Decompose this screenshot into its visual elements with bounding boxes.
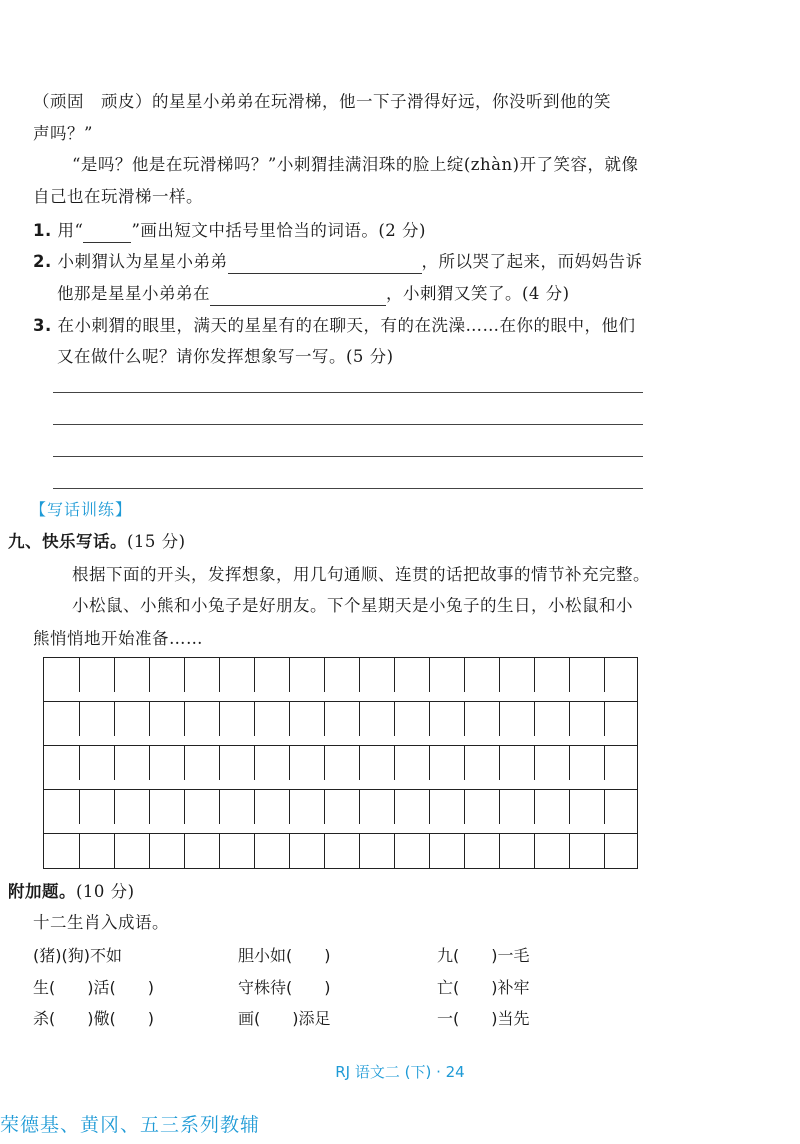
grid-cell-divider xyxy=(254,658,255,692)
grid-cell-divider xyxy=(149,834,150,868)
grid-cell-divider xyxy=(394,702,395,736)
grid-cell-divider xyxy=(569,790,570,824)
grid-cell-divider xyxy=(569,658,570,692)
grid-cell-divider xyxy=(324,834,325,868)
grid-cell-divider xyxy=(569,834,570,868)
idiom[interactable]: 亡( )补牢 xyxy=(437,978,530,997)
grid-cell-divider xyxy=(184,702,185,736)
grid-cell-divider xyxy=(604,658,605,692)
story-start-line-1: 小松鼠、小熊和小兔子是好朋友。下个星期天是小兔子的生日，小松鼠和小 xyxy=(72,596,633,615)
grid-cell-divider xyxy=(254,834,255,868)
idiom[interactable]: 胆小如( ) xyxy=(238,946,331,965)
grid-cell-divider xyxy=(149,658,150,692)
grid-cell-divider xyxy=(149,702,150,736)
answer-blank[interactable] xyxy=(210,287,386,306)
grid-row[interactable] xyxy=(43,833,638,869)
writing-grid[interactable] xyxy=(43,657,638,869)
grid-cell-divider xyxy=(534,746,535,780)
bonus-instruction: 十二生肖入成语。 xyxy=(33,913,169,932)
question-number: 3. xyxy=(33,316,52,335)
grid-cell-divider xyxy=(149,746,150,780)
answer-line[interactable] xyxy=(53,392,643,393)
grid-row-gap xyxy=(43,692,638,701)
grid-cell-divider xyxy=(534,658,535,692)
question-text: 他那是星星小弟弟在 xyxy=(57,284,210,303)
grid-cell-divider xyxy=(394,658,395,692)
story-start-line-2: 熊悄悄地开始准备…… xyxy=(33,629,203,648)
grid-cell-divider xyxy=(464,746,465,780)
question-text: 用“ xyxy=(57,221,84,240)
grid-cell-divider xyxy=(359,658,360,692)
grid-cell-divider xyxy=(79,834,80,868)
grid-cell-divider xyxy=(604,746,605,780)
question-1 xyxy=(33,219,426,243)
writing-heading xyxy=(8,530,186,554)
idiom[interactable]: 守株待( ) xyxy=(238,978,331,997)
grid-cell-divider xyxy=(429,834,430,868)
grid-cell-divider xyxy=(254,790,255,824)
grid-cell-divider xyxy=(464,702,465,736)
question-text: ”画出短文中括号里恰当的词语。(2 分) xyxy=(131,221,426,240)
grid-cell-divider xyxy=(254,746,255,780)
idiom[interactable]: 画( )添足 xyxy=(238,1009,331,1028)
grid-cell-divider xyxy=(114,834,115,868)
question-text: ，小刺猬又笑了。(4 分) xyxy=(386,284,570,303)
bonus-heading xyxy=(8,880,135,904)
grid-cell-divider xyxy=(534,702,535,736)
grid-cell-divider xyxy=(464,834,465,868)
page-number-label: RJ 语文二 (下) · 24 xyxy=(335,1063,465,1081)
grid-cell-divider xyxy=(219,658,220,692)
grid-cell-divider xyxy=(604,834,605,868)
question-3-cont: 又在做什么呢？请你发挥想象写一写。(5 分) xyxy=(57,347,394,366)
question-2 xyxy=(33,250,643,274)
grid-cell-divider xyxy=(499,658,500,692)
grid-cell-divider xyxy=(324,746,325,780)
grid-cell-divider xyxy=(79,702,80,736)
answer-line[interactable] xyxy=(53,456,643,457)
grid-cell-divider xyxy=(464,658,465,692)
grid-row[interactable] xyxy=(43,745,638,780)
writing-score: (15 分) xyxy=(127,532,186,551)
grid-cell-divider xyxy=(499,746,500,780)
idiom[interactable]: 生( )活( ) xyxy=(33,978,154,997)
grid-cell-divider xyxy=(359,834,360,868)
grid-cell-divider xyxy=(79,658,80,692)
grid-cell-divider xyxy=(219,790,220,824)
grid-cell-divider xyxy=(359,746,360,780)
passage-line-1: （顽固 顽皮）的星星小弟弟在玩滑梯，他一下子滑得好远，你没听到他的笑 xyxy=(33,92,611,111)
grid-row[interactable] xyxy=(43,789,638,824)
grid-cell-divider xyxy=(254,702,255,736)
grid-cell-divider xyxy=(184,834,185,868)
grid-cell-divider xyxy=(289,658,290,692)
grid-cell-divider xyxy=(569,746,570,780)
grid-row-gap xyxy=(43,824,638,833)
answer-line[interactable] xyxy=(53,424,643,425)
idiom[interactable]: 九( )一毛 xyxy=(437,946,530,965)
grid-cell-divider xyxy=(604,790,605,824)
question-number: 2. xyxy=(33,252,52,271)
grid-cell-divider xyxy=(79,746,80,780)
grid-cell-divider xyxy=(429,658,430,692)
underline-sample xyxy=(83,224,131,243)
grid-row[interactable] xyxy=(43,657,638,692)
idiom: (猪)(狗)不如 xyxy=(33,946,122,965)
brand-banner: 荣德基、黄冈、五三系列教辅 xyxy=(0,1114,261,1136)
question-number: 1. xyxy=(33,221,52,240)
answer-line[interactable] xyxy=(53,488,643,489)
grid-cell-divider xyxy=(289,702,290,736)
grid-cell-divider xyxy=(534,834,535,868)
grid-cell-divider xyxy=(324,790,325,824)
question-3 xyxy=(33,314,636,338)
question-text: 在小刺猬的眼里，满天的星星有的在聊天，有的在洗澡……在你的眼中，他们 xyxy=(57,316,636,335)
grid-cell-divider xyxy=(359,702,360,736)
grid-row-gap xyxy=(43,780,638,789)
passage-line-4: 自己也在玩滑梯一样。 xyxy=(33,187,203,206)
writing-instruction: 根据下面的开头，发挥想象，用几句通顺、连贯的话把故事的情节补充完整。 xyxy=(72,565,650,584)
question-text: 小刺猬认为星星小弟弟 xyxy=(57,252,228,271)
grid-cell-divider xyxy=(394,834,395,868)
grid-cell-divider xyxy=(184,790,185,824)
grid-cell-divider xyxy=(79,790,80,824)
question-text: ，所以哭了起来，而妈妈告诉 xyxy=(421,252,643,271)
grid-cell-divider xyxy=(499,790,500,824)
grid-cell-divider xyxy=(114,790,115,824)
grid-cell-divider xyxy=(289,834,290,868)
grid-cell-divider xyxy=(184,746,185,780)
grid-cell-divider xyxy=(289,746,290,780)
grid-cell-divider xyxy=(114,702,115,736)
grid-cell-divider xyxy=(394,790,395,824)
grid-cell-divider xyxy=(429,746,430,780)
grid-cell-divider xyxy=(534,790,535,824)
grid-cell-divider xyxy=(184,658,185,692)
grid-cell-divider xyxy=(149,790,150,824)
bonus-title: 附加题。 xyxy=(8,882,76,901)
writing-title: 九、快乐写话。 xyxy=(8,532,127,551)
grid-cell-divider xyxy=(114,658,115,692)
idiom[interactable]: 杀( )儆( ) xyxy=(33,1009,154,1028)
grid-cell-divider xyxy=(499,834,500,868)
grid-cell-divider xyxy=(429,702,430,736)
grid-cell-divider xyxy=(289,790,290,824)
grid-cell-divider xyxy=(219,834,220,868)
passage-line-3: “是吗？他是在玩滑梯吗？”小刺猬挂满泪珠的脸上绽(zhàn)开了笑容，就像 xyxy=(72,155,639,174)
grid-cell-divider xyxy=(394,746,395,780)
idiom[interactable]: 一( )当先 xyxy=(437,1009,530,1028)
grid-cell-divider xyxy=(604,702,605,736)
grid-row-gap xyxy=(43,736,638,745)
grid-cell-divider xyxy=(464,790,465,824)
grid-cell-divider xyxy=(114,746,115,780)
grid-row[interactable] xyxy=(43,701,638,736)
grid-cell-divider xyxy=(499,702,500,736)
grid-cell-divider xyxy=(359,790,360,824)
grid-cell-divider xyxy=(324,658,325,692)
grid-cell-divider xyxy=(429,790,430,824)
passage-line-2: 声吗？” xyxy=(33,124,93,143)
answer-blank[interactable] xyxy=(228,255,422,274)
grid-cell-divider xyxy=(219,746,220,780)
grid-cell-divider xyxy=(324,702,325,736)
grid-cell-divider xyxy=(569,702,570,736)
grid-cell-divider xyxy=(219,702,220,736)
question-2-cont xyxy=(57,282,570,306)
section-tag: 【写话训练】 xyxy=(30,500,133,519)
bonus-score: (10 分) xyxy=(76,882,135,901)
